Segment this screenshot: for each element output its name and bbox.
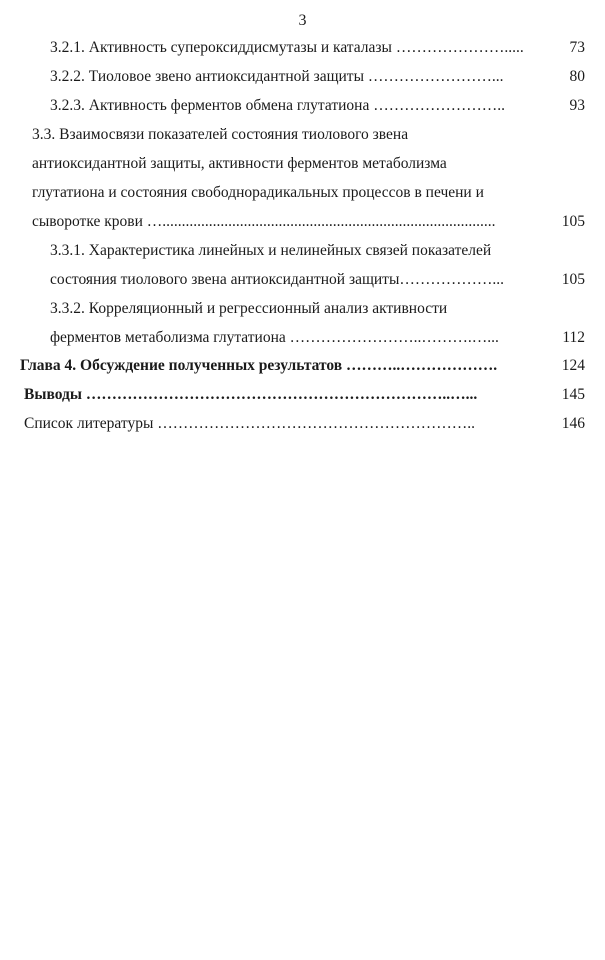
toc-entry-3-3-2-line-1: 3.3.2. Корреляционный и регрессионный анализ активности (50, 300, 448, 317)
toc-entry-conclusions: Выводы ……………………………………………………………..…... (24, 386, 478, 403)
toc-entry-3-2-1: 3.2.1. Активность супероксиддисмутазы и каталазы …………………..... (50, 39, 524, 56)
page-number: 3 (298, 12, 307, 29)
toc-page-3-3: 105 (561, 213, 585, 230)
toc-entry-3-3-2-line-2: ферментов метаболизма глутатиона ……………………..……….…... (50, 329, 499, 346)
toc-page-conclusions: 145 (561, 386, 585, 403)
toc-page-3-2-1: 73 (569, 39, 585, 56)
toc-entry-chapter-4: Глава 4. Обсуждение полученных результатов ………..………………. (20, 357, 498, 374)
toc-page-chapter-4: 124 (561, 357, 585, 374)
toc-entry-3-2-3: 3.2.3. Активность ферментов обмена глутатиона …………………….. (50, 97, 505, 114)
toc-entry-3-3-line-3: глутатиона и состояния свободнорадикальных процессов в печени и (32, 184, 484, 201)
toc-entry-3-3-line-1: 3.3. Взаимосвязи показателей состояния тиолового звена (32, 126, 409, 143)
toc-page-3-3-2: 112 (562, 329, 585, 346)
toc-page-references: 146 (561, 415, 585, 432)
toc-entry-3-3-line-4: сыворотке крови …...................................................................................... (32, 213, 496, 230)
toc-entry-3-3-1-line-2: состояния тиолового звена антиоксидантной защиты………………... (50, 271, 504, 288)
toc-page-3-2-2: 80 (569, 68, 585, 85)
toc-entry-3-2-2: 3.2.2. Тиоловое звено антиоксидантной защиты ……………………... (50, 68, 504, 85)
toc-entry-references: Список литературы …………………………………………………….. (24, 415, 475, 432)
toc-page-3-3-1: 105 (561, 271, 585, 288)
toc-entry-3-3-line-2: антиоксидантной защиты, активности ферментов метаболизма (32, 155, 447, 172)
toc-page-3-2-3: 93 (569, 97, 585, 114)
toc-entry-3-3-1-line-1: 3.3.1. Характеристика линейных и нелинейных связей показателей (50, 242, 492, 259)
